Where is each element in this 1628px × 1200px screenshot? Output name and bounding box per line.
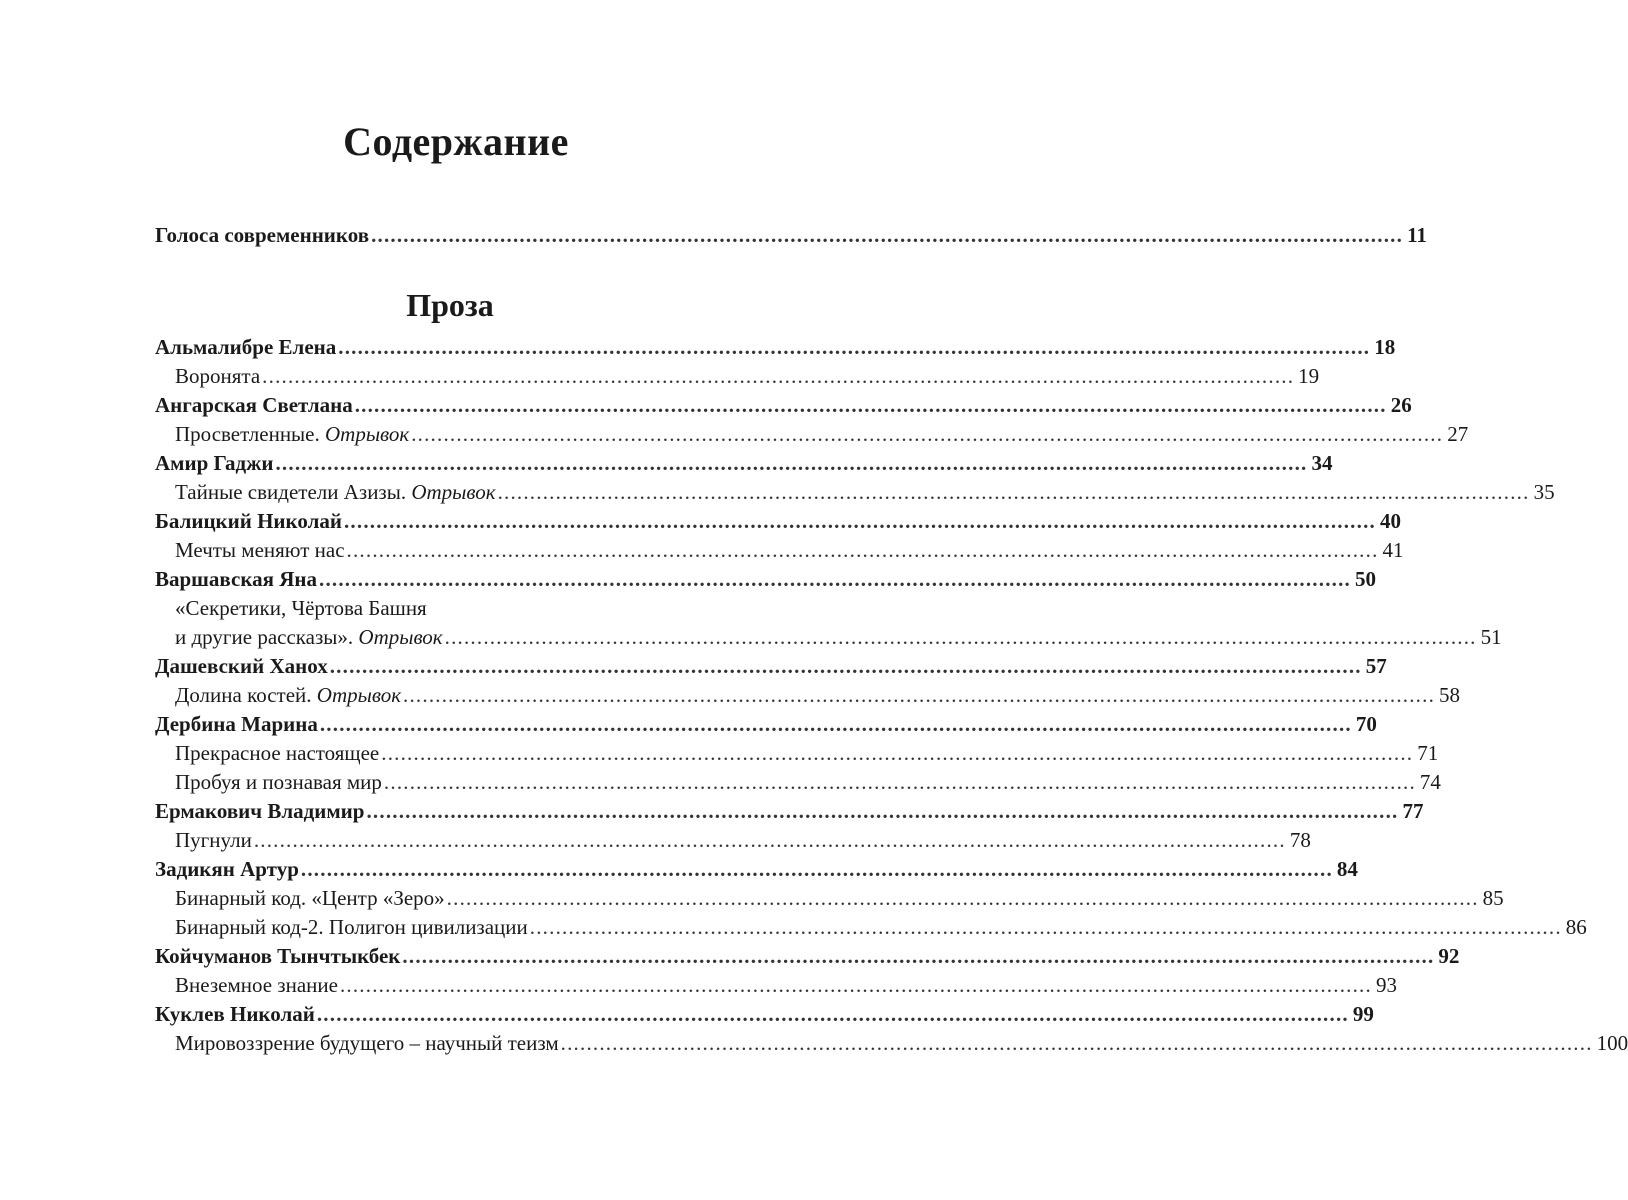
work-title-line1: «Секретики, Чёртова Башня <box>175 596 427 620</box>
toc-entry-intro <box>155 221 1427 250</box>
toc-author <box>155 652 1387 681</box>
page-number: 19 <box>1298 364 1320 388</box>
page-number: 93 <box>1375 973 1397 997</box>
page-title: Содержание <box>343 119 569 164</box>
dot-leader: ................................................................................................................................................................ <box>338 335 1371 359</box>
toc-author <box>155 391 1412 420</box>
dot-leader: ................................................................................................................................................................ <box>300 857 1333 881</box>
section-title: Проза <box>406 287 494 323</box>
dot-leader: ................................................................................................................................................................ <box>560 1031 1593 1055</box>
author-name: Ермакович Владимир <box>155 799 365 823</box>
work-title: Тайные свидетели Азизы. <box>175 480 407 504</box>
page-number: 84 <box>1336 857 1358 881</box>
dot-leader: ................................................................................................................................................................ <box>339 973 1372 997</box>
author-name: Ангарская Светлана <box>155 393 353 417</box>
page-number: 92 <box>1438 944 1460 968</box>
dot-leader: ................................................................................................................................................................ <box>262 364 1295 388</box>
author-name: Амир Гаджи <box>155 451 274 475</box>
page-number: 27 <box>1447 422 1469 446</box>
work-title: Внеземное знание <box>175 973 338 997</box>
toc-work <box>175 739 1439 768</box>
author-name: Альмалибре Елена <box>155 335 337 359</box>
toc-author <box>155 942 1460 971</box>
dot-leader: ................................................................................................................................................................ <box>383 770 1416 794</box>
dot-leader: ................................................................................................................................................................ <box>316 1002 1349 1026</box>
toc-work <box>175 362 1320 391</box>
toc-work <box>175 1029 1628 1058</box>
dot-leader: ................................................................................................................................................................ <box>402 944 1435 968</box>
page-number: 99 <box>1352 1002 1374 1026</box>
page-number: 35 <box>1533 480 1555 504</box>
page-number: 100 <box>1596 1031 1628 1055</box>
author-name: Дашевский Ханох <box>155 654 328 678</box>
author-name: Дербина Марина <box>155 712 318 736</box>
work-note: Отрывок <box>358 625 443 649</box>
entry-title: Голоса современников <box>155 223 370 247</box>
page-number: 41 <box>1382 538 1404 562</box>
toc-work <box>175 536 1404 565</box>
page-number: 78 <box>1289 828 1311 852</box>
work-title: Мечты меняют нас <box>175 538 345 562</box>
dot-leader: ................................................................................................................................................................ <box>529 915 1562 939</box>
toc-work <box>175 420 1469 449</box>
work-title: Бинарный код-2. Полигон цивилизации <box>175 915 528 939</box>
toc-author <box>155 565 1376 594</box>
page-number: 77 <box>1402 799 1424 823</box>
author-name: Куклев Николай <box>155 1002 315 1026</box>
dot-leader: ................................................................................................................................................................ <box>319 567 1351 591</box>
dot-leader: ................................................................................................................................................................ <box>411 422 1444 446</box>
page-number: 57 <box>1365 654 1387 678</box>
dot-leader: ................................................................................................................................................................ <box>329 654 1362 678</box>
toc-work <box>175 478 1555 507</box>
work-note: Отрывок <box>411 480 496 504</box>
page-number: 18 <box>1374 335 1396 359</box>
toc-author <box>155 797 1424 826</box>
toc-work <box>175 826 1311 855</box>
toc-author <box>155 710 1377 739</box>
toc-author <box>155 1000 1374 1029</box>
work-title: Прекрасное настоящее <box>175 741 380 765</box>
page-number: 50 <box>1355 567 1376 591</box>
toc-author <box>155 449 1333 478</box>
page-number: 26 <box>1390 393 1412 417</box>
toc-work <box>175 623 1502 652</box>
page-number: 40 <box>1379 509 1401 533</box>
author-name: Койчуманов Тынчтыкбек <box>155 944 401 968</box>
toc-author <box>155 333 1396 362</box>
work-title: и другие рассказы». <box>175 625 354 649</box>
work-title: Бинарный код. «Центр «Зеро» <box>175 886 445 910</box>
dot-leader: ................................................................................................................................................................ <box>366 799 1399 823</box>
toc-work <box>175 971 1397 1000</box>
dot-leader: ................................................................................................................................................................ <box>343 509 1376 533</box>
dot-leader: ................................................................................................................................................................ <box>346 538 1379 562</box>
work-title: Пробуя и познавая мир <box>175 770 382 794</box>
page-number: 74 <box>1419 770 1441 794</box>
work-note: Отрывок <box>316 683 402 707</box>
dot-leader: ................................................................................................................................................................ <box>253 828 1286 852</box>
toc-work <box>175 768 1441 797</box>
dot-leader: ................................................................................................................................................................ <box>444 625 1477 649</box>
dot-leader: ................................................................................................................................................................ <box>371 223 1404 247</box>
page-number: 85 <box>1482 886 1504 910</box>
page-number: 51 <box>1480 625 1502 649</box>
work-title: Долина костей. <box>175 683 312 707</box>
page-number: 58 <box>1439 683 1461 707</box>
work-title: Воронята <box>175 364 261 388</box>
page-number: 86 <box>1565 915 1587 939</box>
toc-work <box>175 681 1461 710</box>
dot-leader: ................................................................................................................................................................ <box>381 741 1414 765</box>
author-name: Варшавская Яна <box>155 567 317 591</box>
toc-author <box>155 507 1401 536</box>
dot-leader: ................................................................................................................................................................ <box>446 886 1479 910</box>
toc-work <box>175 913 1587 942</box>
dot-leader: ................................................................................................................................................................ <box>319 712 1352 736</box>
work-title: Мировоззрение будущего – научный теизм <box>175 1031 559 1055</box>
dot-leader: ................................................................................................................................................................ <box>275 451 1308 475</box>
work-note: Отрывок <box>324 422 410 446</box>
page-number: 70 <box>1355 712 1377 736</box>
dot-leader: ................................................................................................................................................................ <box>354 393 1387 417</box>
page-number: 34 <box>1311 451 1333 475</box>
toc-work-continued <box>175 594 759 623</box>
page-number: 11 <box>1407 223 1427 247</box>
toc-work <box>175 884 1504 913</box>
work-title: Просветленные. <box>175 422 320 446</box>
toc-author <box>155 855 1358 884</box>
dot-leader: ................................................................................................................................................................ <box>497 480 1530 504</box>
author-name: Задикян Артур <box>155 857 299 881</box>
work-title: Пугнули <box>175 828 252 852</box>
dot-leader: ................................................................................................................................................................ <box>403 683 1436 707</box>
author-name: Балицкий Николай <box>155 509 342 533</box>
page-number: 71 <box>1417 741 1439 765</box>
